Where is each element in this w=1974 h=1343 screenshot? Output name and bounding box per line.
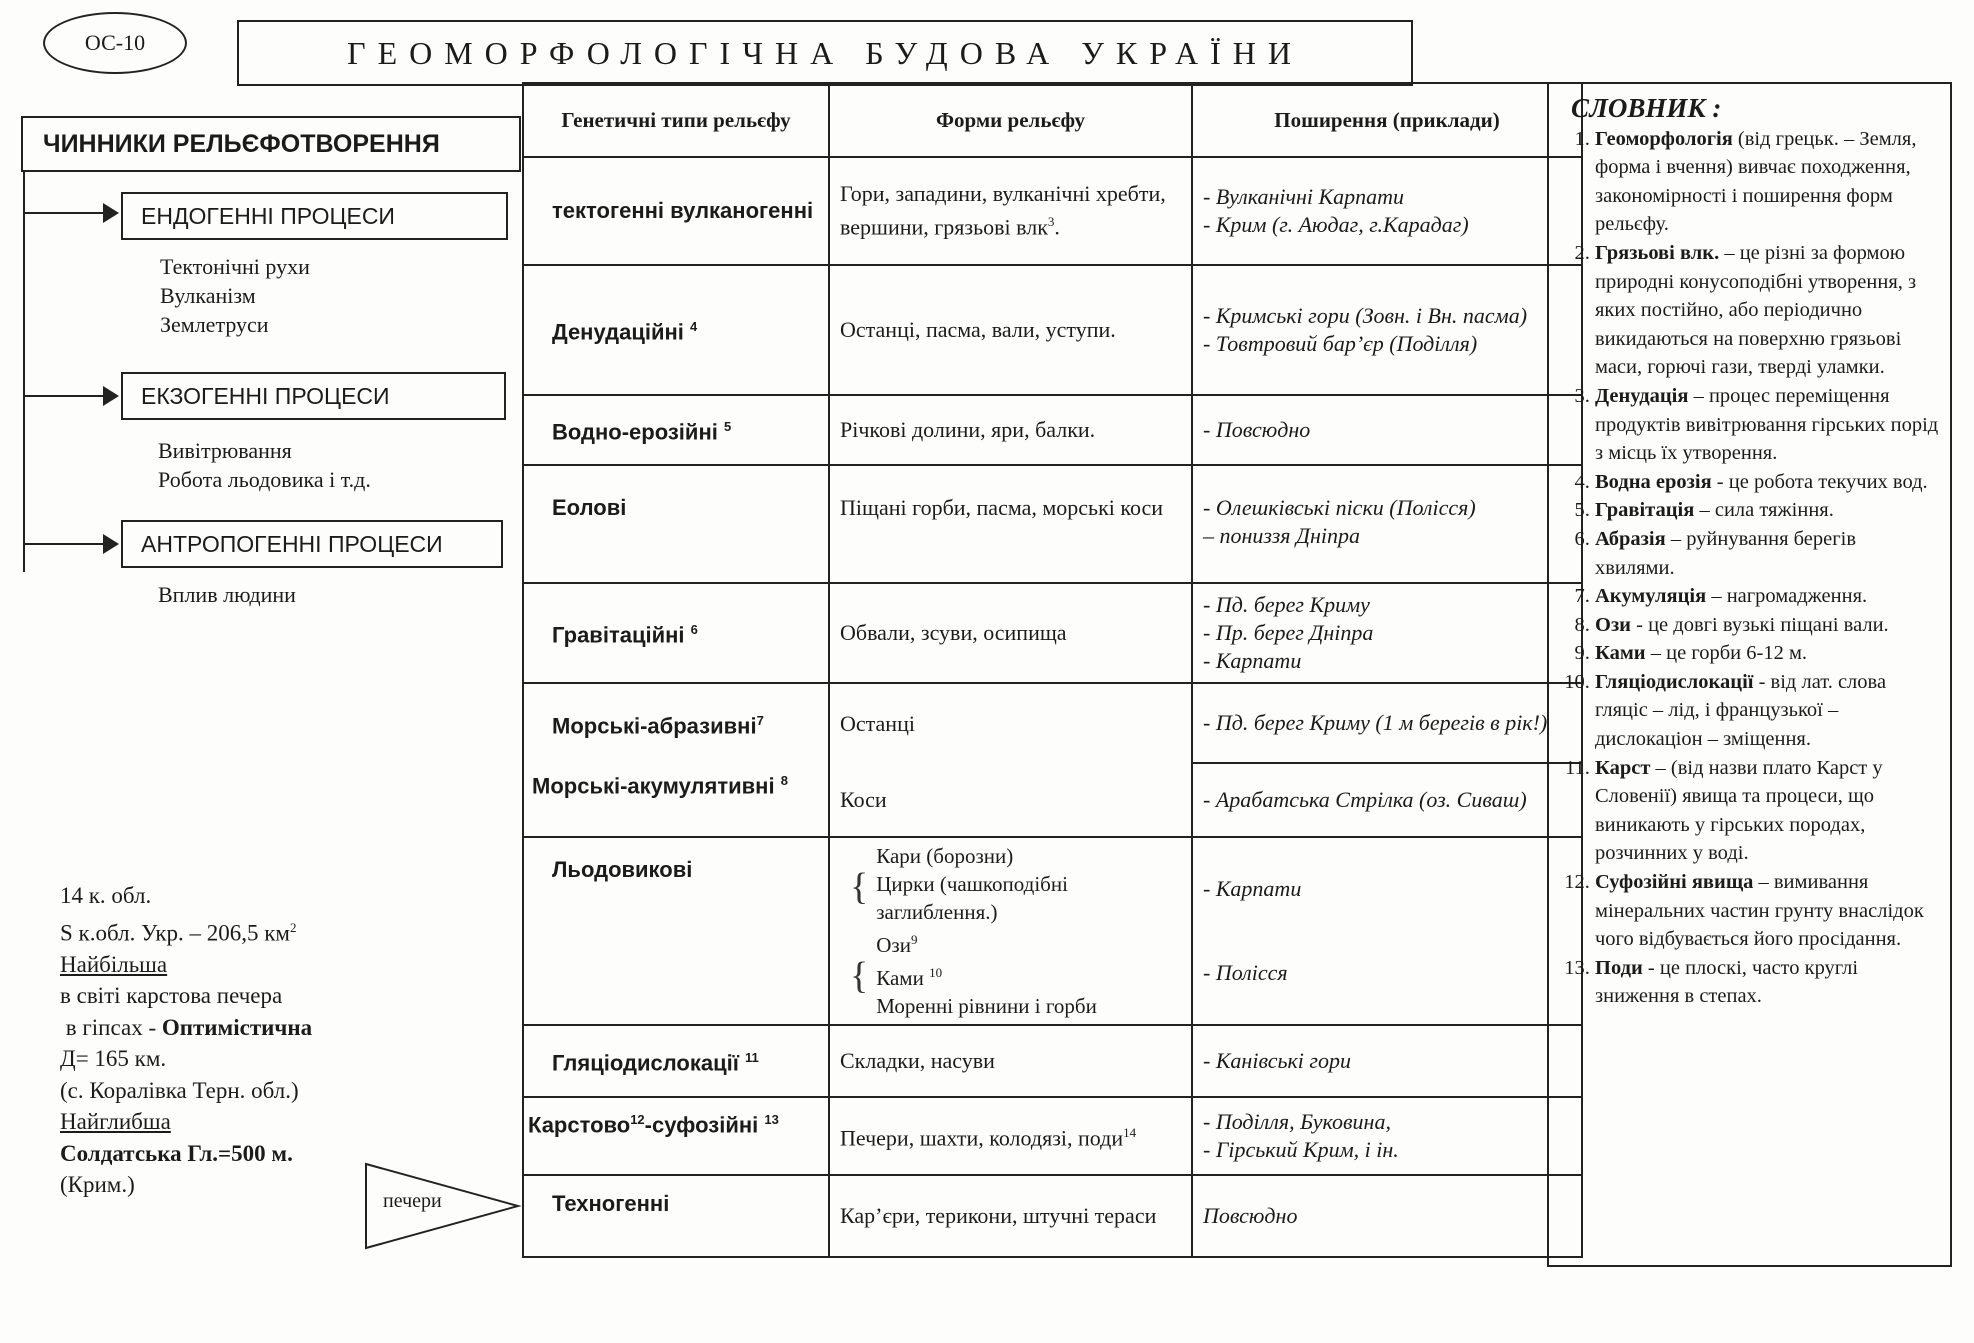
glossary-title: СЛОВНИК : xyxy=(1571,93,1722,123)
glossary-item: 6. Абразія – руйнування берегів хвилями. xyxy=(1595,525,1940,582)
glacial-form: Моренні рівнини і горби xyxy=(876,994,1097,1018)
relief-types-table xyxy=(522,82,1583,1258)
row-type: Морські-акумулятивні $^8$ xyxy=(523,763,829,837)
table-row xyxy=(523,157,1582,265)
glossary-item: 1. Геоморфологія (від грецьк. – Земля, форма і вчення) вивчає походження, закономірності і поширення форм рельєфу. xyxy=(1595,125,1940,239)
exogenous-item: Робота льодовика і т.д. xyxy=(158,467,371,492)
row-type: Льодовикові xyxy=(523,837,829,1025)
table-row xyxy=(523,1097,1582,1175)
row-distribution: - Повсюдно xyxy=(1192,395,1582,465)
glossary-item: 5. Гравітація – сила тяжіння. xyxy=(1595,496,1940,525)
header-genetic-types: Генетичні типи рельєфу xyxy=(523,83,829,157)
sheet-code-oval xyxy=(43,12,187,74)
glacial-form: Кари (борозни) xyxy=(876,844,1014,868)
glossary-item: 2. Грязьові влк. – це різні за формою природні конусоподібні утворення, з яких постійно, або періодично викидаються на поверхню грязьові маси, горючі гази, тверді уламки. xyxy=(1595,239,1940,382)
row-forms: Кар’єри, терикони, штучні тераси xyxy=(829,1175,1192,1257)
glacial-form: Цирки (чашкоподібні заглиблення.) xyxy=(876,872,1068,924)
row-distribution: - Олешківські піски (Полісся) – пониззя Дніпра xyxy=(1192,465,1582,583)
factors-title: ЧИННИКИ РЕЛЬЄФОТВОРЕННЯ xyxy=(21,116,521,172)
row-forms: Складки, насуви xyxy=(829,1025,1192,1097)
exogenous-arrow-head-icon xyxy=(103,386,119,406)
header-relief-forms: Форми рельєфу xyxy=(829,83,1192,157)
row-distribution: - Поділля, Буковина, - Гірський Крим, і ін. xyxy=(1192,1097,1582,1175)
table-row xyxy=(523,265,1582,395)
glossary-item: 13. Поди - це плоскі, часто круглі зниження в степах. xyxy=(1595,954,1940,1011)
glossary-item: 4. Водна ерозія - це робота текучих вод. xyxy=(1595,468,1940,497)
factors-connector-vertical xyxy=(23,172,25,572)
row-forms: Обвали, зсуви, осипища xyxy=(829,583,1192,683)
glossary-item: 12. Суфозійні явища – вимивання мінеральних частин грунту внаслідок чого відбувається його просідання. xyxy=(1595,868,1940,954)
endogenous-item: Землетруси xyxy=(160,312,269,337)
exogenous-arrow-line xyxy=(23,395,115,397)
row-distribution: - Пд. берег Криму (1 м берегів в рік!) xyxy=(1192,683,1582,763)
row-forms: Печери, шахти, колодязі, поди$^{14}$ xyxy=(829,1097,1192,1175)
glossary-item: 11. Карст – (від назви плато Карст у Словенії) явища та процеси, що виникають у гірських породах, розчинних у воді. xyxy=(1595,754,1940,868)
endogenous-item: Вулканізм xyxy=(160,283,256,308)
table-header-row xyxy=(523,83,1582,157)
row-forms: Гори, западини, вулканічні хребти, вершини, грязьові влк$^3$. xyxy=(829,157,1192,265)
table-row xyxy=(523,395,1582,465)
anthropogenic-item: Вплив людини xyxy=(158,582,296,607)
endogenous-arrow-head-icon xyxy=(103,203,119,223)
row-type: Денудаційні $^4$ xyxy=(523,265,829,395)
table-row xyxy=(523,683,1582,763)
glossary-item: 10. Гляціодислокації - від лат. слова гляціс – лід, і французької – дислокаціон – зміщення. xyxy=(1595,668,1940,754)
row-type: Карстово$^{12}$-суфозійні $^{13}$ xyxy=(523,1097,829,1175)
endogenous-items xyxy=(160,252,310,339)
row-forms: Річкові долини, яри, балки. xyxy=(829,395,1192,465)
row-forms: Останці xyxy=(829,683,1192,763)
row-type: тектогенні вулканогенні xyxy=(523,157,829,265)
endogenous-arrow-line xyxy=(23,212,115,214)
anthropogenic-items xyxy=(158,580,296,609)
row-type: Гляціодислокації $^{11}$ xyxy=(523,1025,829,1097)
row-distribution: - Кримські гори (Зовн. і Вн. пасма) - Товтровий бар’єр (Поділля) xyxy=(1192,265,1582,395)
exogenous-processes-box: ЕКЗОГЕННІ ПРОЦЕСИ xyxy=(121,372,506,420)
row-forms: Коси xyxy=(829,763,1192,837)
row-type: Гравітаційні $^6$ xyxy=(523,583,829,683)
row-forms: Останці, пасма, вали, уступи. xyxy=(829,265,1192,395)
glossary-item: 7. Акумуляція – нагромадження. xyxy=(1595,582,1940,611)
row-distribution: - Вулканічні Карпати - Крим (г. Аюдаг, г.Карадаг) xyxy=(1192,157,1582,265)
endogenous-processes-box: ЕНДОГЕННІ ПРОЦЕСИ xyxy=(121,192,508,240)
row-type: Водно-ерозійні $^5$ xyxy=(523,395,829,465)
page-title: ГЕОМОРФОЛОГІЧНА БУДОВА УКРАЇНИ xyxy=(237,20,1413,86)
glossary-item: 8. Ози - це довгі вузькі піщані вали. xyxy=(1595,611,1940,640)
exogenous-item: Вивітрювання xyxy=(158,438,292,463)
anthropogenic-processes-box: АНТРОПОГЕННІ ПРОЦЕСИ xyxy=(121,520,503,568)
row-distribution: - Карпати - Полісся xyxy=(1192,837,1582,1025)
caves-facts: 14 к. обл. S к.обл. Укр. – 206,5 $км^2$ Найбільша в світі карстова печера в гіпсах - Оптимістична Д= 165 км. (с. Коралівка Терн. обл.) Найглибша Солдатська Гл.=500 м. (Крим.) xyxy=(60,883,313,1198)
glacial-form: Ками $^{10}$ xyxy=(876,965,943,990)
row-distribution: - Канівські гори xyxy=(1192,1025,1582,1097)
exogenous-items xyxy=(158,436,371,494)
table-row xyxy=(523,583,1582,683)
sheet-code: ОС-10 xyxy=(84,30,146,55)
row-distribution: - Пд. берег Криму - Пр. берег Дніпра - Карпати xyxy=(1192,583,1582,683)
row-type: Морські-абразивні$^7$ xyxy=(523,683,829,763)
glossary-item: 3. Денудація – процес переміщення продуктів вивітрювання гірських порід з місць їх утворення. xyxy=(1595,382,1940,468)
row-forms-list xyxy=(829,837,1192,1025)
row-distribution: Повсюдно xyxy=(1192,1175,1582,1257)
glossary-list xyxy=(1561,125,1940,1011)
table-row xyxy=(523,763,1582,837)
endogenous-item: Тектонічні рухи xyxy=(160,254,310,279)
anthropogenic-arrow-line xyxy=(23,543,115,545)
table-row xyxy=(523,1175,1582,1257)
brace-icon: { { xyxy=(850,865,869,997)
anthropogenic-arrow-head-icon xyxy=(103,534,119,554)
glossary-item: 9. Ками – це горби 6-12 м. xyxy=(1595,639,1940,668)
row-forms: Піщані горби, пасма, морські коси xyxy=(829,465,1192,583)
header-distribution: Поширення (приклади) xyxy=(1192,83,1582,157)
table-row xyxy=(523,837,1582,1025)
row-distribution: - Арабатська Стрілка (оз. Сиваш) xyxy=(1192,763,1582,837)
caves-arrow-label: печери xyxy=(383,1190,442,1212)
table-row xyxy=(523,465,1582,583)
glossary-box xyxy=(1547,82,1952,1267)
row-type: Техногенні xyxy=(523,1175,829,1257)
glacial-form: Ози$^9$ xyxy=(876,932,918,957)
row-type: Еолові xyxy=(523,465,829,583)
table-row xyxy=(523,1025,1582,1097)
